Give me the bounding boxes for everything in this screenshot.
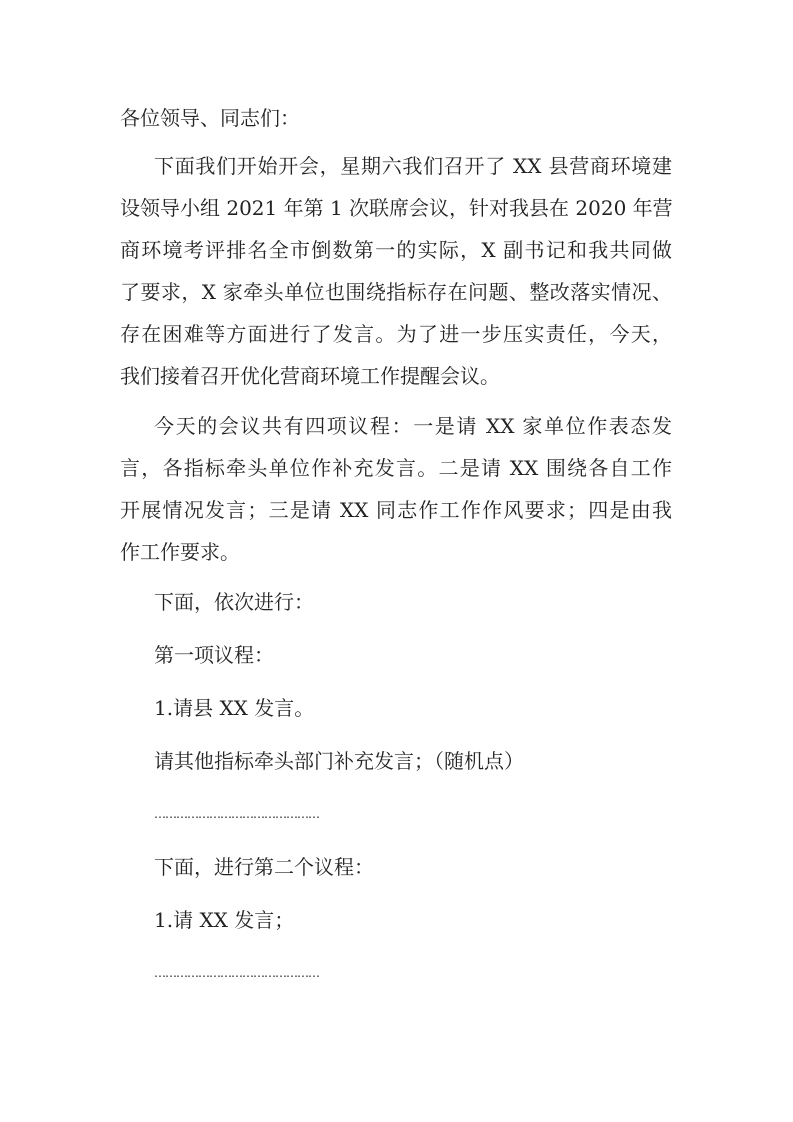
agenda-intro: 下面，依次进行： xyxy=(154,590,314,614)
agenda-item-1-supplement: 请其他指标牵头部门补充发言；（随机点） xyxy=(154,749,524,773)
text-line: 言，各指标牵头单位作补充发言。二是请 XX 围绕各自工作 xyxy=(120,456,672,480)
agenda-item-1-heading: 第一项议程： xyxy=(154,643,274,667)
paragraph-2 xyxy=(120,412,672,580)
salutation: 各位领导、同志们： xyxy=(120,106,300,130)
text-line: 作工作要求。 xyxy=(120,540,240,564)
document-page xyxy=(120,104,672,1012)
text-line: 商环境考评排名全市倒数第一的实际，X 副书记和我共同做 xyxy=(120,238,672,262)
text-line: 下面我们开始开会，星期六我们召开了 XX 县营商环境建 xyxy=(154,154,672,178)
text-line: 今天的会议共有四项议程：一是请 XX 家单位作表态发 xyxy=(154,414,672,438)
text-line: 开展情况发言；三是请 XX 同志作工作作风要求；四是由我 xyxy=(120,498,672,522)
ellipsis-line: ……………………………………… xyxy=(154,966,319,980)
text-line: 存在困难等方面进行了发言。为了进一步压实责任，今天， xyxy=(120,322,672,346)
text-line: 了要求，X 家牵头单位也围绕指标存在问题、整改落实情况、 xyxy=(120,280,672,304)
text-line: 我们接着召开优化营商环境工作提醒会议。 xyxy=(120,364,500,388)
paragraph-1 xyxy=(120,152,672,404)
agenda-item-2-speaker: 1.请 XX 发言； xyxy=(154,908,295,932)
agenda-item-2-heading: 下面，进行第二个议程： xyxy=(154,855,374,879)
ellipsis-line: ……………………………………… xyxy=(154,807,319,821)
agenda-item-1-speaker: 1.请县 XX 发言。 xyxy=(154,696,315,720)
text-line: 设领导小组 2021 年第 1 次联席会议，针对我县在 2020 年营 xyxy=(120,196,673,220)
